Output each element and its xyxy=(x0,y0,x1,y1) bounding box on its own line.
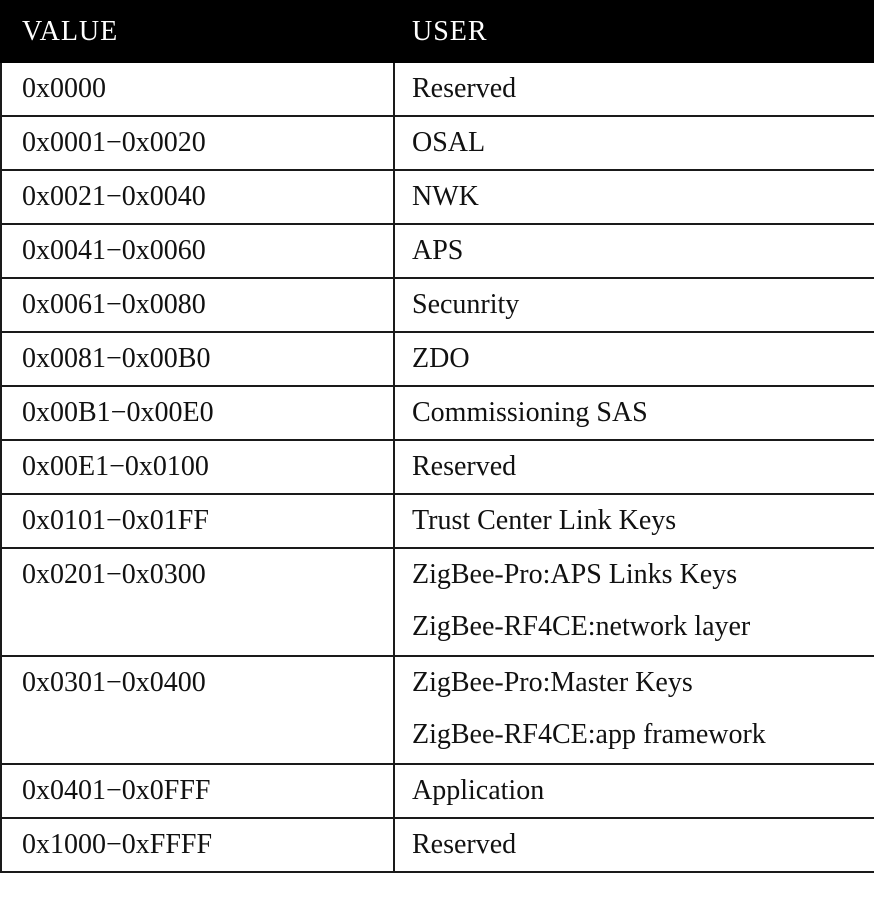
table-row xyxy=(1,386,874,440)
value-cell: 0x0101−0x01FF xyxy=(1,494,394,548)
table-row xyxy=(1,170,874,224)
value-cell: 0x00E1−0x0100 xyxy=(1,440,394,494)
value-text: 0x0301−0x0400 xyxy=(22,667,206,698)
user-cell: NWK xyxy=(394,170,874,224)
user-cell: Trust Center Link Keys xyxy=(394,494,874,548)
table-row xyxy=(1,62,874,116)
value-cell: 0x0061−0x0080 xyxy=(1,278,394,332)
table-row xyxy=(1,764,874,818)
table-row xyxy=(1,494,874,548)
column-header-value: VALUE xyxy=(1,1,394,62)
value-cell: 0x1000−0xFFFF xyxy=(1,818,394,872)
value-cell: 0x0021−0x0040 xyxy=(1,170,394,224)
value-cell xyxy=(1,656,394,764)
table-header-row xyxy=(1,1,874,62)
value-cell: 0x0401−0x0FFF xyxy=(1,764,394,818)
user-cell: Commissioning SAS xyxy=(394,386,874,440)
table-row xyxy=(1,224,874,278)
user-cell: Secunrity xyxy=(394,278,874,332)
table-row xyxy=(1,116,874,170)
user-cell: Reserved xyxy=(394,440,874,494)
user-cell: ZDO xyxy=(394,332,874,386)
user-line: ZigBee-RF4CE:network layer xyxy=(412,611,751,642)
table-row xyxy=(1,278,874,332)
user-line: ZigBee-Pro:APS Links Keys xyxy=(412,559,738,590)
user-line: ZigBee-RF4CE:app framework xyxy=(412,719,766,750)
table-row xyxy=(1,818,874,872)
value-cell: 0x00B1−0x00E0 xyxy=(1,386,394,440)
table-row xyxy=(1,656,874,764)
value-cell: 0x0081−0x00B0 xyxy=(1,332,394,386)
value-cell: 0x0001−0x0020 xyxy=(1,116,394,170)
user-cell: OSAL xyxy=(394,116,874,170)
user-cell: Reserved xyxy=(394,62,874,116)
user-cell xyxy=(394,656,874,764)
user-cell: Reserved xyxy=(394,818,874,872)
user-cell: APS xyxy=(394,224,874,278)
value-cell xyxy=(1,548,394,656)
user-cell xyxy=(394,548,874,656)
value-cell: 0x0000 xyxy=(1,62,394,116)
user-cell: Application xyxy=(394,764,874,818)
table-row xyxy=(1,440,874,494)
value-text: 0x0201−0x0300 xyxy=(22,559,206,590)
table-row xyxy=(1,548,874,656)
user-line: ZigBee-Pro:Master Keys xyxy=(412,667,693,698)
table-row xyxy=(1,332,874,386)
value-cell: 0x0041−0x0060 xyxy=(1,224,394,278)
column-header-user: USER xyxy=(394,1,874,62)
